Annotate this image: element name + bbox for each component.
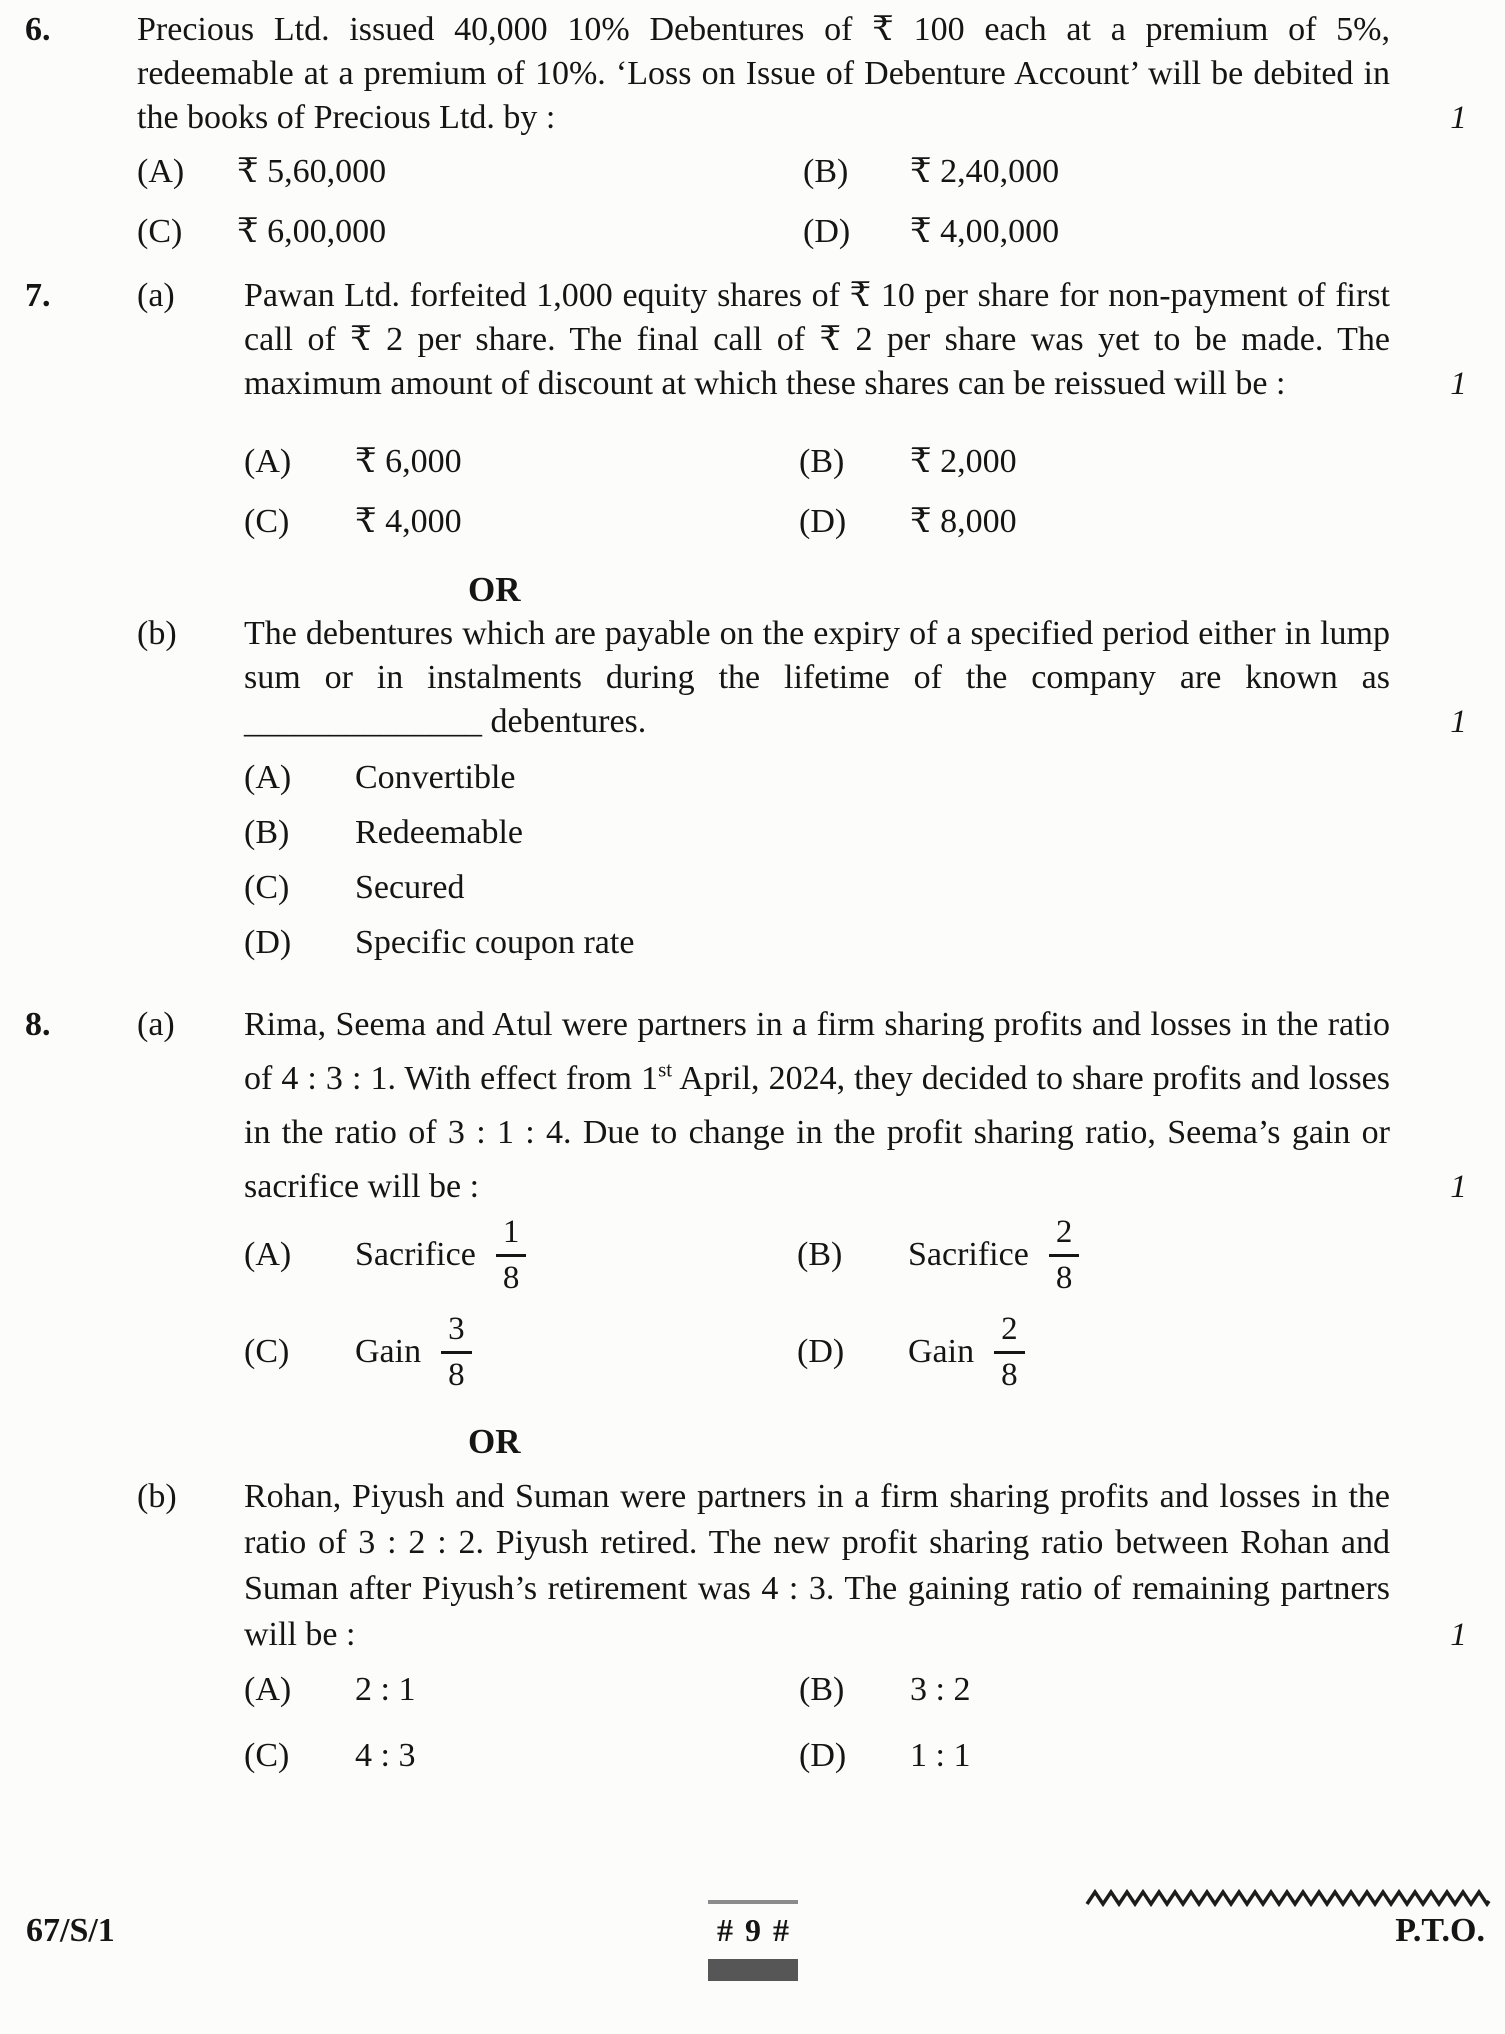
option-value xyxy=(908,1214,1390,1297)
option-label: (A) xyxy=(244,1670,292,1708)
option-value: Convertible xyxy=(355,759,516,796)
option-label: (B) xyxy=(803,153,849,190)
question-7a-options-row-2 xyxy=(25,500,1505,544)
option-label: (A) xyxy=(137,153,185,190)
question-number: 8. xyxy=(25,1006,51,1043)
question-7 xyxy=(25,274,1505,965)
marks-value: 1 xyxy=(1450,1616,1467,1653)
option-label: (D) xyxy=(244,924,292,961)
option-label: (B) xyxy=(799,1670,845,1708)
question-8 xyxy=(25,998,1505,1778)
option-value xyxy=(908,1311,1390,1394)
option-label: (B) xyxy=(244,814,290,851)
question-7a-options-row-1 xyxy=(25,440,1505,484)
question-8a-options-row-2 xyxy=(25,1311,1505,1394)
fraction xyxy=(441,1311,472,1394)
subpart-label: (a) xyxy=(137,1006,175,1043)
option-prefix: Gain xyxy=(908,1333,975,1371)
option-value: ₹ 2,40,000 xyxy=(910,153,1060,190)
question-text xyxy=(244,998,1390,1214)
question-text: Precious Ltd. issued 40,000 10% Debentures of ₹ 100 each at a premium of 5%, redeemable at a premium of 10%. ‘Loss on Issue of Debenture Account’ will be debited in the books of Precious Ltd. by : xyxy=(137,11,1390,136)
footer-page-number-block xyxy=(708,1900,800,1981)
option-label: (C) xyxy=(244,869,290,906)
fraction-denominator: 8 xyxy=(502,1259,520,1296)
question-8a-options-row-1 xyxy=(25,1214,1505,1297)
marks-value: 1 xyxy=(1450,1169,1467,1205)
option-value: 1 : 1 xyxy=(910,1736,971,1774)
question-7b-option-row-2 xyxy=(25,811,1505,855)
question-text-part-2: April, 2024, they decided to share profits and losses in the ratio of 3 : 1 : 4. Due to change in the profit sharing ratio, Seema’s gain or sacrifice will be : xyxy=(244,1060,1390,1205)
option-label: (A) xyxy=(244,1236,292,1274)
zigzag-line-icon xyxy=(1085,1884,1505,1912)
question-7a-stem-row xyxy=(25,274,1505,406)
marks-value: 1 xyxy=(1450,366,1467,402)
or-separator: OR xyxy=(468,570,521,609)
fraction xyxy=(496,1214,527,1297)
subpart-label: (b) xyxy=(137,1477,177,1515)
fraction-denominator: 8 xyxy=(1055,1259,1073,1296)
fraction xyxy=(1049,1214,1080,1297)
option-label: (C) xyxy=(244,503,290,540)
option-value: ₹ 5,60,000 xyxy=(237,153,387,190)
option-prefix: Gain xyxy=(355,1333,422,1371)
option-value: Specific coupon rate xyxy=(355,924,635,961)
footer-paper-code: 67/S/1 xyxy=(26,1912,115,1949)
question-8b-options-row-2 xyxy=(25,1734,1505,1778)
fraction-numerator: 1 xyxy=(496,1214,527,1257)
option-prefix: Sacrifice xyxy=(355,1236,476,1274)
footer-page-number: # 9 # xyxy=(717,1912,791,1948)
option-value: ₹ 8,000 xyxy=(910,503,1017,540)
question-number: 7. xyxy=(25,277,51,314)
fraction xyxy=(994,1311,1025,1394)
option-label: (C) xyxy=(137,213,183,250)
subpart-label: (b) xyxy=(137,615,177,652)
marks-value: 1 xyxy=(1450,704,1467,740)
option-value: ₹ 6,000 xyxy=(355,443,462,480)
fraction-denominator: 8 xyxy=(1001,1356,1018,1393)
question-7b-option-row-3 xyxy=(25,866,1505,910)
option-value: ₹ 4,000 xyxy=(355,503,462,540)
option-label: (D) xyxy=(803,213,851,250)
ordinal-superscript: st xyxy=(658,1057,673,1082)
option-label: (D) xyxy=(797,1333,845,1371)
option-label: (C) xyxy=(244,1736,290,1774)
question-7b-option-row-1 xyxy=(25,756,1505,800)
option-label: (C) xyxy=(244,1333,290,1371)
question-text: The debentures which are payable on the expiry of a specified period either in lump sum or in instalments during the lifetime of the company are known as ______________ debentures. xyxy=(244,615,1390,740)
page-number-overline xyxy=(708,1900,798,1904)
question-7b-stem-row xyxy=(25,612,1505,744)
option-value: 4 : 3 xyxy=(355,1736,416,1774)
option-value: ₹ 4,00,000 xyxy=(910,213,1060,250)
question-text-part-1: Rima, Seema and Atul were partners in a firm sharing profits and losses in the ratio of 4 : 3 : 1. With effect from 1 xyxy=(244,1006,1390,1097)
option-value: 3 : 2 xyxy=(910,1670,971,1708)
question-6 xyxy=(25,8,1505,254)
question-7b-option-row-4 xyxy=(25,921,1505,965)
question-8b-options-row-1 xyxy=(25,1668,1505,1712)
question-text: Pawan Ltd. forfeited 1,000 equity shares of ₹ 10 per share for non-payment of first call of ₹ 2 per share. The final call of ₹ 2 per share was yet to be made. The maximum amount of discount at which these shares can be reissued will be : xyxy=(244,277,1390,402)
option-label: (D) xyxy=(799,1736,847,1774)
option-label: (A) xyxy=(244,759,292,796)
option-prefix: Sacrifice xyxy=(908,1236,1029,1274)
question-number: 6. xyxy=(25,11,51,48)
fraction-numerator: 2 xyxy=(1049,1214,1080,1257)
question-8b-stem-row xyxy=(25,1474,1505,1658)
option-label: (B) xyxy=(797,1236,843,1274)
question-6-options-row-1 xyxy=(25,150,1505,194)
question-6-stem-row xyxy=(25,8,1505,140)
question-6-options-row-2 xyxy=(25,210,1505,254)
page-number-bar xyxy=(708,1959,798,1981)
marks-value: 1 xyxy=(1450,100,1467,136)
fraction-numerator: 3 xyxy=(441,1311,472,1354)
fraction-denominator: 8 xyxy=(448,1356,465,1393)
question-8a-stem-row xyxy=(25,998,1505,1214)
option-value: ₹ 6,00,000 xyxy=(237,213,387,250)
question-text: Rohan, Piyush and Suman were partners in a firm sharing profits and losses in the ratio of 3 : 2 : 2. Piyush retired. The new profit sharing ratio between Rohan and Suman after Piyush’s retirement was 4 : 3. The gaining ratio of remaining partners will be : xyxy=(244,1477,1390,1653)
option-value xyxy=(355,1214,797,1297)
option-value: ₹ 2,000 xyxy=(910,443,1017,480)
option-label: (A) xyxy=(244,443,292,480)
fraction-numerator: 2 xyxy=(994,1311,1025,1354)
or-separator: OR xyxy=(468,1421,521,1461)
option-value: Redeemable xyxy=(355,814,524,851)
footer-pto-label: P.T.O. xyxy=(1395,1912,1485,1949)
option-label: (B) xyxy=(799,443,845,480)
option-value: Secured xyxy=(355,869,465,906)
option-label: (D) xyxy=(799,503,847,540)
option-value xyxy=(355,1311,797,1394)
subpart-label: (a) xyxy=(137,277,175,314)
option-value: 2 : 1 xyxy=(355,1670,416,1708)
